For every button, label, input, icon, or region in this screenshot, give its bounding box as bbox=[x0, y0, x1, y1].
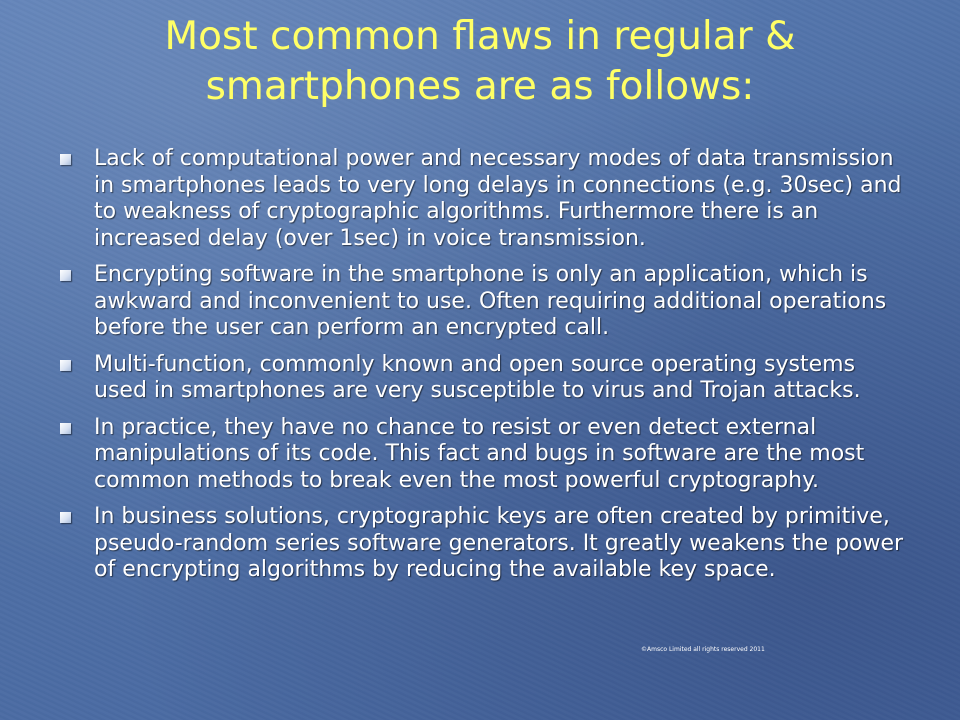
bullet-list bbox=[58, 146, 908, 594]
square-bullet-icon bbox=[60, 512, 71, 523]
bullet-item-4 bbox=[58, 415, 908, 495]
bullet-item-2 bbox=[58, 262, 908, 342]
copyright-notice: ©Amsco Limited all rights reserved 2011 bbox=[641, 646, 765, 653]
square-bullet-icon bbox=[60, 154, 71, 165]
square-bullet-icon bbox=[60, 360, 71, 371]
slide-title: Most common flaws in regular & smartphones are as follows: bbox=[164, 14, 796, 109]
square-bullet-icon bbox=[60, 423, 71, 434]
bullet-text-3: Multi-function, commonly known and open source operating systems used in smartphones are very susceptible to virus and Trojan attacks. bbox=[94, 351, 861, 403]
bullet-item-1 bbox=[58, 146, 908, 252]
bullet-item-3 bbox=[58, 352, 908, 405]
bullet-text-4: In practice, they have no chance to resist or even detect external manipulations of its code. This fact and bugs in software are the most common methods to break even the most powerful cryptography. bbox=[94, 414, 865, 493]
bullet-text-5: In business solutions, cryptographic keys are often created by primitive, pseudo-random series software generators. It greatly weakens the power of encrypting algorithms by reducing the available key space. bbox=[94, 504, 904, 582]
bullet-text-2: Encrypting software in the smartphone is only an application, which is awkward and inconvenient to use. Often requiring additional operations before the user can perform an encrypted call. bbox=[94, 262, 887, 340]
bullet-item-5 bbox=[58, 504, 908, 584]
bullet-text-1: Lack of computational power and necessary modes of data transmission in smartphones leads to very long delays in connections (e.g. 30sec) and to weakness of cryptographic algorithms. Furthermore there is an increased delay (over 1sec) in voice transmission. bbox=[94, 146, 902, 251]
square-bullet-icon bbox=[60, 270, 71, 281]
